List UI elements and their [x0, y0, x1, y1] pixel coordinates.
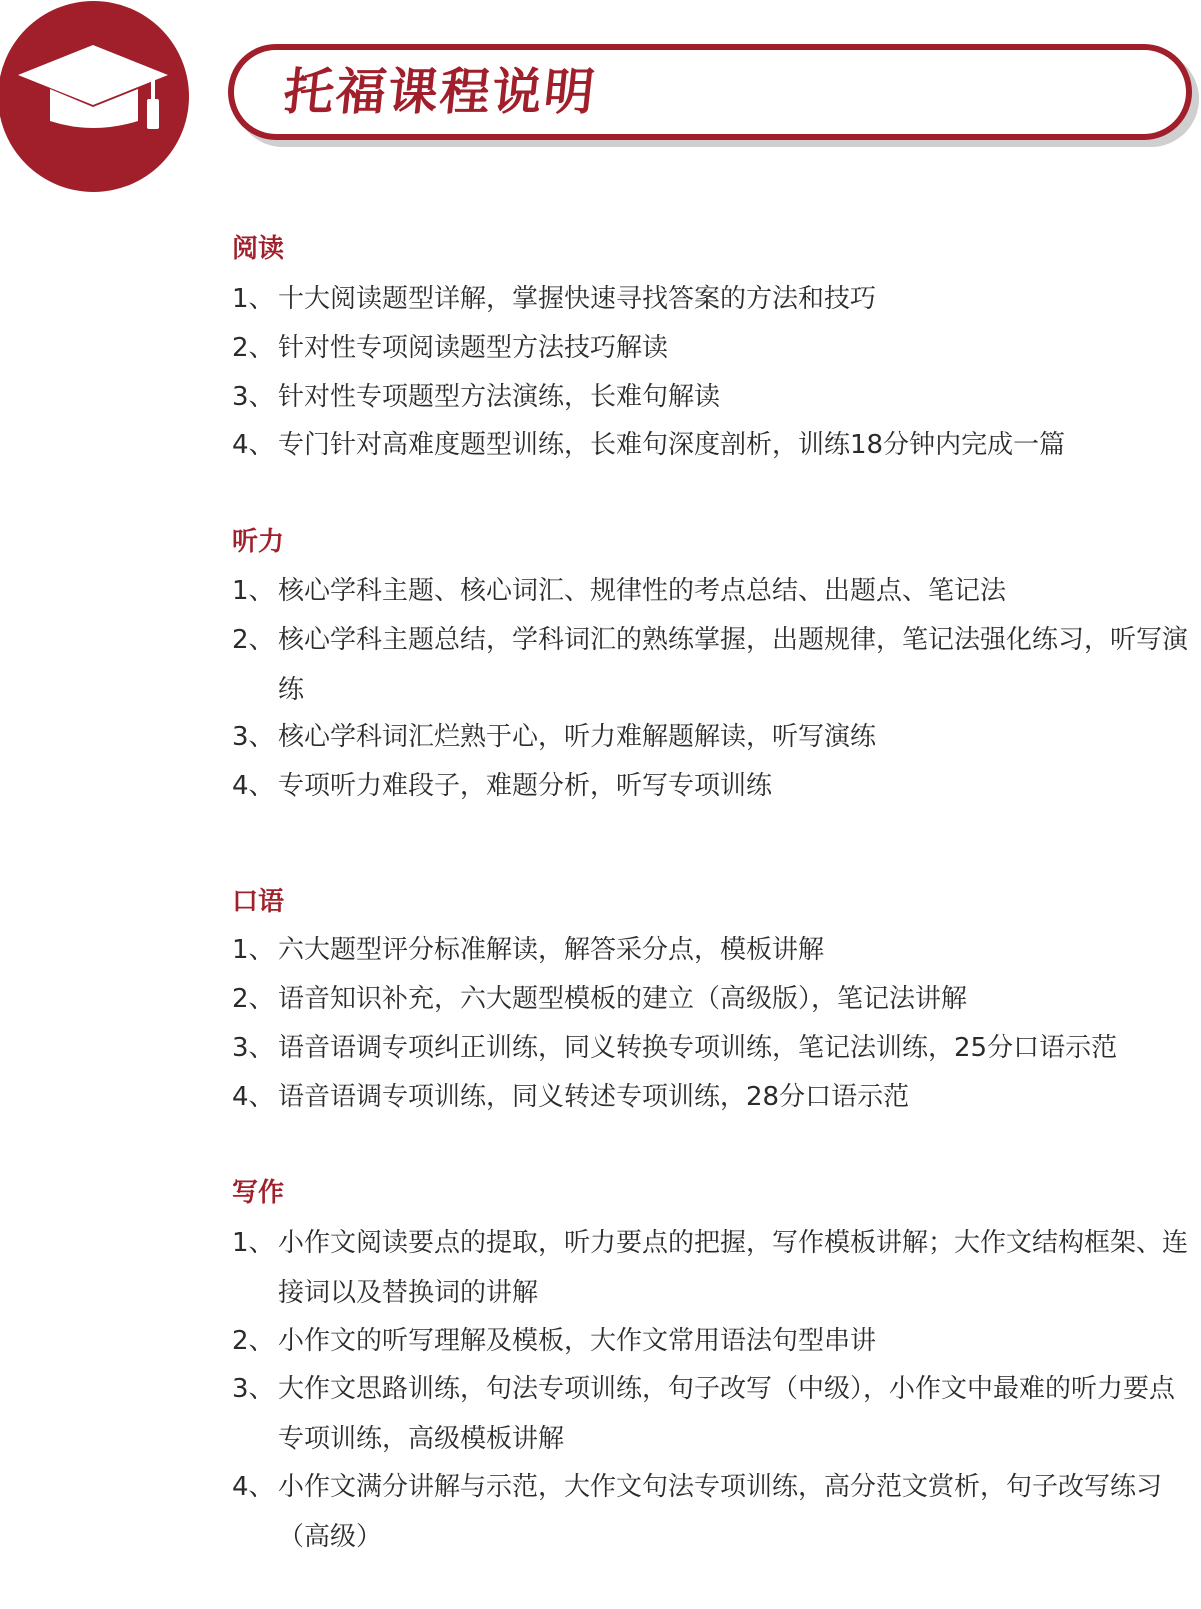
item-text: 针对性专项题型方法演练，长难句解读 — [278, 382, 721, 412]
item-text: 核心学科词汇烂熟于心，听力难解题解读，听写演练 — [278, 722, 877, 752]
list-item — [232, 1316, 1192, 1366]
item-number: 1、 — [232, 576, 275, 606]
item-number: 2、 — [232, 333, 275, 363]
list-item — [232, 925, 1192, 975]
item-number: 4、 — [232, 430, 275, 460]
list-item — [232, 323, 1192, 373]
item-number: 3、 — [232, 382, 275, 412]
item-text: 六大题型评分标准解读，解答采分点，模板讲解 — [278, 935, 825, 965]
item-text: 专项听力难段子，难题分析，听写专项训练 — [278, 771, 773, 801]
list-item — [232, 1072, 1192, 1122]
list-item — [232, 974, 1192, 1024]
page-title: 托福课程说明 — [280, 63, 600, 121]
list-item — [232, 1364, 1192, 1464]
section-heading-writing: 写作 — [232, 1178, 285, 1208]
graduation-cap-icon — [0, 1, 189, 192]
section-heading-reading: 阅读 — [232, 234, 285, 264]
title-banner — [228, 44, 1192, 140]
list-item — [232, 615, 1192, 715]
item-number: 1、 — [232, 1228, 275, 1258]
item-text: 语音知识补充，六大题型模板的建立（高级版），笔记法讲解 — [278, 984, 968, 1014]
item-text: 专门针对高难度题型训练，长难句深度剖析，训练18分钟内完成一篇 — [278, 430, 1066, 460]
item-number: 2、 — [232, 984, 275, 1014]
list-item — [232, 274, 1192, 324]
item-text: 核心学科主题、核心词汇、规律性的考点总结、出题点、笔记法 — [278, 576, 1007, 606]
item-text: 小作文满分讲解与示范，大作文句法专项训练，高分范文赏析，句子改写练习（高级） — [278, 1472, 1163, 1552]
item-text: 十大阅读题型详解，掌握快速寻找答案的方法和技巧 — [278, 284, 877, 314]
list-item — [232, 566, 1192, 616]
item-number: 3、 — [232, 1374, 275, 1404]
item-number: 3、 — [232, 1033, 275, 1063]
list-item — [232, 712, 1192, 762]
logo-badge — [0, 1, 189, 192]
item-number: 3、 — [232, 722, 275, 752]
item-number: 2、 — [232, 1326, 275, 1356]
item-text: 语音语调专项纠正训练，同义转换专项训练，笔记法训练，25分口语示范 — [278, 1033, 1118, 1063]
item-text: 小作文的听写理解及模板，大作文常用语法句型串讲 — [278, 1326, 877, 1356]
section-heading-listening: 听力 — [232, 527, 285, 557]
item-text: 针对性专项阅读题型方法技巧解读 — [278, 333, 669, 363]
list-item — [232, 1023, 1192, 1073]
section-heading-speaking: 口语 — [232, 887, 285, 917]
list-item — [232, 1462, 1192, 1562]
item-number: 1、 — [232, 935, 275, 965]
item-number: 1、 — [232, 284, 275, 314]
item-text: 核心学科主题总结，学科词汇的熟练掌握，出题规律，笔记法强化练习，听写演练 — [278, 625, 1189, 705]
list-item — [232, 420, 1192, 470]
list-item — [232, 761, 1192, 811]
item-text: 小作文阅读要点的提取，听力要点的把握，写作模板讲解；大作文结构框架、连接词以及替换词的讲解 — [278, 1228, 1189, 1308]
item-text: 语音语调专项训练，同义转述专项训练，28分口语示范 — [278, 1082, 910, 1112]
item-text: 大作文思路训练，句法专项训练，句子改写（中级），小作文中最难的听力要点专项训练，高级模板讲解 — [278, 1374, 1176, 1454]
item-number: 4、 — [232, 1082, 275, 1112]
list-item — [232, 372, 1192, 422]
item-number: 2、 — [232, 625, 275, 655]
item-number: 4、 — [232, 1472, 275, 1502]
list-item — [232, 1218, 1192, 1318]
item-number: 4、 — [232, 771, 275, 801]
